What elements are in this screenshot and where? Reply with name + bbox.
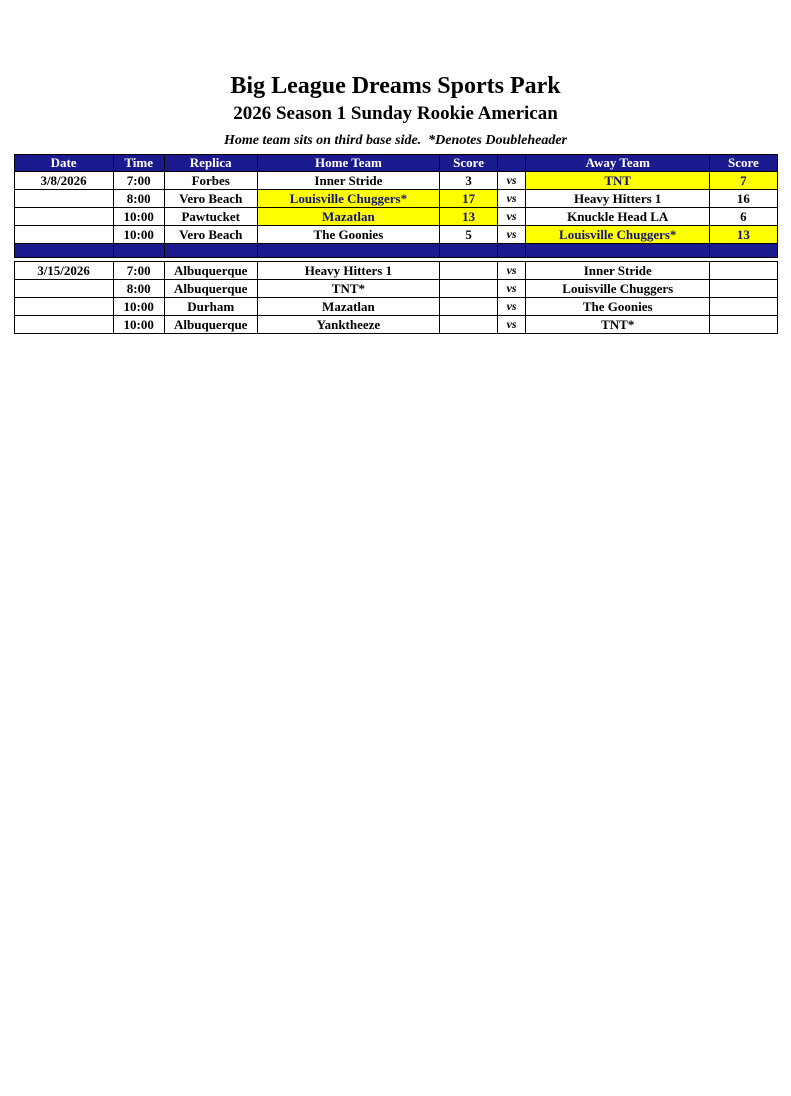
cell-replica: Albuquerque bbox=[164, 280, 257, 298]
cell-home-score: 13 bbox=[440, 208, 498, 226]
cell-away-team: TNT bbox=[526, 172, 710, 190]
game-row bbox=[14, 208, 777, 226]
cell-home-score: 5 bbox=[440, 226, 498, 244]
cell-away-team: The Goonies bbox=[526, 298, 710, 316]
cell-vs: vs bbox=[498, 226, 526, 244]
cell-home-score: 17 bbox=[440, 190, 498, 208]
cell-home-team: The Goonies bbox=[257, 226, 439, 244]
cell-vs: vs bbox=[498, 316, 526, 334]
cell-vs: vs bbox=[498, 208, 526, 226]
cell-away-team: Knuckle Head LA bbox=[526, 208, 710, 226]
cell-home-team: Louisville Chuggers* bbox=[257, 190, 439, 208]
column-header-away-team: Away Team bbox=[526, 155, 710, 172]
separator-cell bbox=[257, 244, 439, 258]
cell-replica: Durham bbox=[164, 298, 257, 316]
cell-home-score: 3 bbox=[440, 172, 498, 190]
column-header-date: Date bbox=[14, 155, 113, 172]
game-row bbox=[14, 172, 777, 190]
cell-away-score: 16 bbox=[710, 190, 777, 208]
cell-vs: vs bbox=[498, 298, 526, 316]
column-header-away-score: Score bbox=[710, 155, 777, 172]
separator-cell bbox=[710, 244, 777, 258]
cell-vs: vs bbox=[498, 172, 526, 190]
separator-cell bbox=[113, 244, 164, 258]
cell-replica: Albuquerque bbox=[164, 316, 257, 334]
cell-vs: vs bbox=[498, 262, 526, 280]
cell-away-score bbox=[710, 316, 777, 334]
cell-away-score bbox=[710, 262, 777, 280]
column-header-row bbox=[14, 155, 777, 172]
cell-vs: vs bbox=[498, 280, 526, 298]
separator-cell bbox=[526, 244, 710, 258]
cell-away-team: Heavy Hitters 1 bbox=[526, 190, 710, 208]
cell-time: 10:00 bbox=[113, 208, 164, 226]
cell-away-score bbox=[710, 280, 777, 298]
column-header-time: Time bbox=[113, 155, 164, 172]
game-row bbox=[14, 262, 777, 280]
cell-time: 10:00 bbox=[113, 298, 164, 316]
cell-away-team: Inner Stride bbox=[526, 262, 710, 280]
separator-cell bbox=[498, 244, 526, 258]
cell-date bbox=[14, 316, 113, 334]
game-row bbox=[14, 316, 777, 334]
game-row bbox=[14, 190, 777, 208]
cell-time: 10:00 bbox=[113, 226, 164, 244]
cell-time: 8:00 bbox=[113, 190, 164, 208]
cell-replica: Vero Beach bbox=[164, 190, 257, 208]
cell-home-team: TNT* bbox=[257, 280, 439, 298]
cell-date bbox=[14, 280, 113, 298]
game-row bbox=[14, 280, 777, 298]
column-header-home-score: Score bbox=[440, 155, 498, 172]
separator-cell bbox=[14, 244, 113, 258]
cell-home-team: Mazatlan bbox=[257, 208, 439, 226]
schedule-table-body bbox=[14, 172, 777, 334]
cell-away-score: 6 bbox=[710, 208, 777, 226]
cell-away-score bbox=[710, 298, 777, 316]
schedule-table bbox=[14, 154, 778, 334]
cell-away-score: 7 bbox=[710, 172, 777, 190]
cell-time: 7:00 bbox=[113, 262, 164, 280]
cell-date bbox=[14, 190, 113, 208]
column-header-replica: Replica bbox=[164, 155, 257, 172]
separator-cell bbox=[440, 244, 498, 258]
cell-home-score bbox=[440, 280, 498, 298]
cell-away-score: 13 bbox=[710, 226, 777, 244]
cell-home-score bbox=[440, 262, 498, 280]
cell-vs: vs bbox=[498, 190, 526, 208]
game-row bbox=[14, 298, 777, 316]
cell-replica: Forbes bbox=[164, 172, 257, 190]
cell-home-score bbox=[440, 316, 498, 334]
cell-home-team: Mazatlan bbox=[257, 298, 439, 316]
schedule-note: Home team sits on third base side. *Denotes Doubleheader bbox=[224, 133, 567, 148]
cell-time: 8:00 bbox=[113, 280, 164, 298]
cell-home-team: Yanktheeze bbox=[257, 316, 439, 334]
cell-home-team: Heavy Hitters 1 bbox=[257, 262, 439, 280]
cell-replica: Vero Beach bbox=[164, 226, 257, 244]
cell-date bbox=[14, 226, 113, 244]
cell-date: 3/8/2026 bbox=[14, 172, 113, 190]
cell-away-team: TNT* bbox=[526, 316, 710, 334]
cell-home-score bbox=[440, 298, 498, 316]
document-header bbox=[0, 72, 791, 149]
cell-replica: Albuquerque bbox=[164, 262, 257, 280]
column-header-home-team: Home Team bbox=[257, 155, 439, 172]
cell-time: 7:00 bbox=[113, 172, 164, 190]
cell-date bbox=[14, 208, 113, 226]
cell-time: 10:00 bbox=[113, 316, 164, 334]
separator-cell bbox=[164, 244, 257, 258]
cell-home-team: Inner Stride bbox=[257, 172, 439, 190]
cell-replica: Pawtucket bbox=[164, 208, 257, 226]
cell-date: 3/15/2026 bbox=[14, 262, 113, 280]
cell-away-team: Louisville Chuggers bbox=[526, 280, 710, 298]
column-header-vs bbox=[498, 155, 526, 172]
page-title: Big League Dreams Sports Park bbox=[230, 73, 561, 99]
group-separator-row bbox=[14, 244, 777, 258]
game-row bbox=[14, 226, 777, 244]
page-subtitle: 2026 Season 1 Sunday Rookie American bbox=[233, 103, 558, 124]
cell-date bbox=[14, 298, 113, 316]
cell-away-team: Louisville Chuggers* bbox=[526, 226, 710, 244]
